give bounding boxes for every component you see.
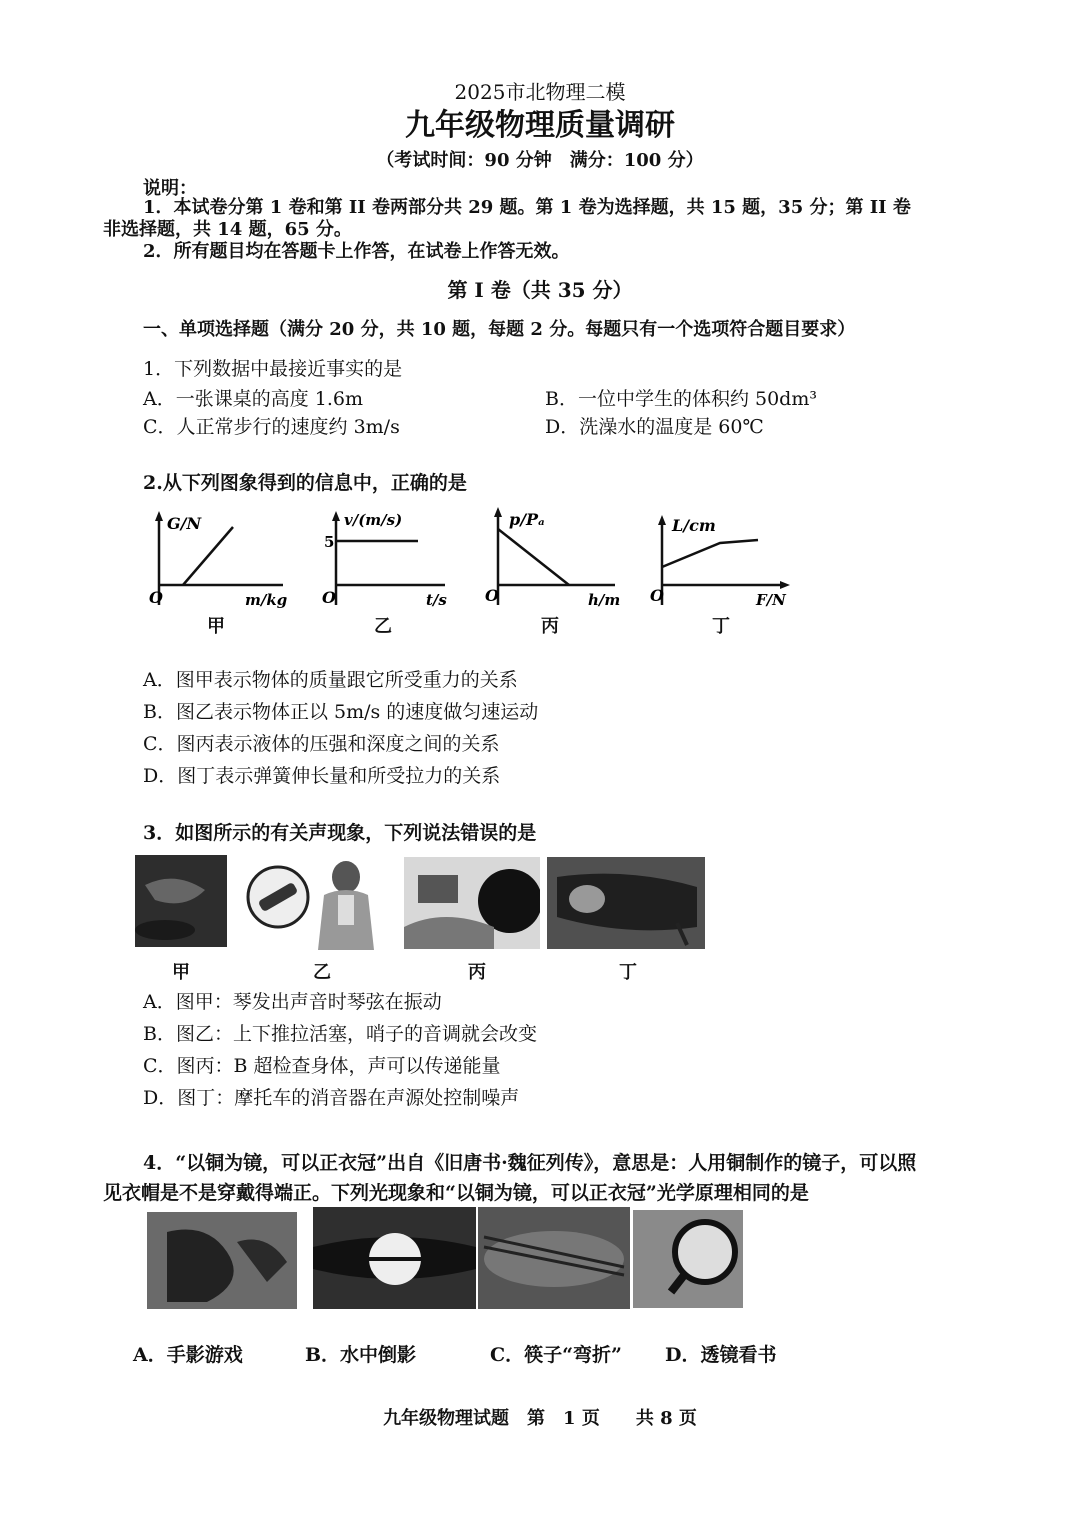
q3-stem: 3．如图所示的有关声现象，下列说法错误的是 <box>143 822 537 844</box>
graph-bing-y-arrow <box>494 507 502 517</box>
q4-option-a: A．手影游戏 <box>133 1344 243 1366</box>
q3-option-a: A．图甲：琴发出声音时琴弦在振动 <box>143 991 442 1013</box>
graph-yi-y-arrow <box>332 511 340 521</box>
instructions-line1: 1．本试卷分第 1 卷和第 II 卷两部分共 29 题。第 1 卷为选择题，共 15 题，35 分；第 II 卷 <box>143 197 911 218</box>
q4-option-c: C．筷子“弯折” <box>490 1344 622 1366</box>
graph-bing-curve <box>498 529 569 585</box>
q1-stem: 1．下列数据中最接近事实的是 <box>143 358 403 380</box>
graph-ding-ylabel: L/cm <box>672 516 716 535</box>
graph-ding-origin: O <box>650 586 664 605</box>
q3-photo-yi <box>240 855 380 950</box>
q3-caption-ding: 丁 <box>619 962 637 983</box>
part1-heading: 一、单项选择题（满分 20 分，共 10 题，每题 2 分。每题只有一个选项符合题目要求） <box>143 319 856 340</box>
q3-photo-jia <box>135 855 227 947</box>
graph-bing-caption: 丙 <box>541 616 559 637</box>
q4-option-d: D．透镜看书 <box>665 1344 777 1366</box>
graph-jia-caption: 甲 <box>207 616 225 637</box>
graph-jia-ylabel: G/N <box>167 514 202 533</box>
q1-option-a: A．一张课桌的高度 1.6m <box>143 388 363 410</box>
q3-caption-bing: 丙 <box>468 962 486 983</box>
graph-ding <box>650 505 800 615</box>
graph-yi-xlabel: t/s <box>426 591 447 609</box>
exam-note: 2025市北物理二模 <box>454 80 626 104</box>
instructions-line1-cont: 非选择题，共 14 题，65 分。 <box>103 219 352 240</box>
graph-yi <box>320 505 470 615</box>
graph-ding-y-arrow <box>658 515 666 525</box>
page-title: 九年级物理质量调研 <box>405 108 675 143</box>
q4-photo-d <box>633 1210 743 1308</box>
graph-jia-origin: O <box>149 588 163 607</box>
graph-bing-origin: O <box>485 586 499 605</box>
q4-photo-a <box>147 1212 297 1309</box>
q3-option-d: D．图丁：摩托车的消音器在声源处控制噪声 <box>143 1087 520 1109</box>
graph-jia-xlabel: m/kg <box>245 591 288 609</box>
q3-photo-ding <box>547 857 705 949</box>
q2-option-c: C．图丙表示液体的压强和深度之间的关系 <box>143 733 500 755</box>
instructions-label: 说明： <box>143 178 197 199</box>
graph-ding-xlabel: F/N <box>756 591 786 609</box>
graph-bing-ylabel: p/Pₐ <box>509 510 545 529</box>
q4-option-b: B．水中倒影 <box>305 1344 417 1366</box>
graph-jia-y-arrow <box>155 511 163 521</box>
q3-option-c: C．图丙：B 超检查身体，声可以传递能量 <box>143 1055 501 1077</box>
q4-stem-line2: 见衣帽是不是穿戴得端正。下列光现象和“以铜为镜，可以正衣冠”光学原理相同的是 <box>103 1182 809 1204</box>
graph-jia <box>145 505 295 615</box>
graph-ding-curve <box>662 540 758 567</box>
q1-option-d: D．洗澡水的温度是 60℃ <box>545 416 764 438</box>
q2-option-d: D．图丁表示弹簧伸长量和所受拉力的关系 <box>143 765 501 787</box>
q3-caption-jia: 甲 <box>172 962 190 983</box>
graph-yi-ylabel: v/(m/s) <box>344 511 403 529</box>
q1-option-b: B．一位中学生的体积约 50dm³ <box>545 388 817 410</box>
q1-option-c: C．人正常步行的速度约 3m/s <box>143 416 400 438</box>
instructions-line2: 2．所有题目均在答题卡上作答，在试卷上作答无效。 <box>143 241 570 262</box>
graph-yi-caption: 乙 <box>374 616 392 637</box>
exam-subtitle: （考试时间：90 分钟 满分：100 分） <box>376 150 704 171</box>
graph-ding-caption: 丁 <box>712 616 730 637</box>
section-title: 第 I 卷（共 35 分） <box>447 278 633 302</box>
graph-jia-curve <box>183 527 233 585</box>
page-footer: 九年级物理试题 第 1 页 共 8 页 <box>383 1408 697 1429</box>
graph-ding-x-arrow <box>780 581 790 589</box>
q4-photo-c <box>478 1207 630 1309</box>
q3-option-b: B．图乙：上下推拉活塞，哨子的音调就会改变 <box>143 1023 537 1045</box>
q4-photo-b <box>313 1207 476 1309</box>
q4-stem-line1: 4．“以铜为镜，可以正衣冠”出自《旧唐书·魏征列传》，意思是：人用铜制作的镜子，可以照 <box>143 1152 917 1174</box>
graph-yi-origin: O <box>322 588 336 607</box>
q2-option-a: A．图甲表示物体的质量跟它所受重力的关系 <box>143 669 518 691</box>
graph-bing-xlabel: h/m <box>588 591 621 609</box>
q3-photo-bing <box>404 857 540 949</box>
q3-caption-yi: 乙 <box>313 962 331 983</box>
q2-stem: 2.从下列图象得到的信息中，正确的是 <box>143 472 467 494</box>
graph-bing <box>485 505 635 615</box>
q2-option-b: B．图乙表示物体正以 5m/s 的速度做匀速运动 <box>143 701 539 723</box>
graph-yi-tick: 5 <box>324 533 335 551</box>
